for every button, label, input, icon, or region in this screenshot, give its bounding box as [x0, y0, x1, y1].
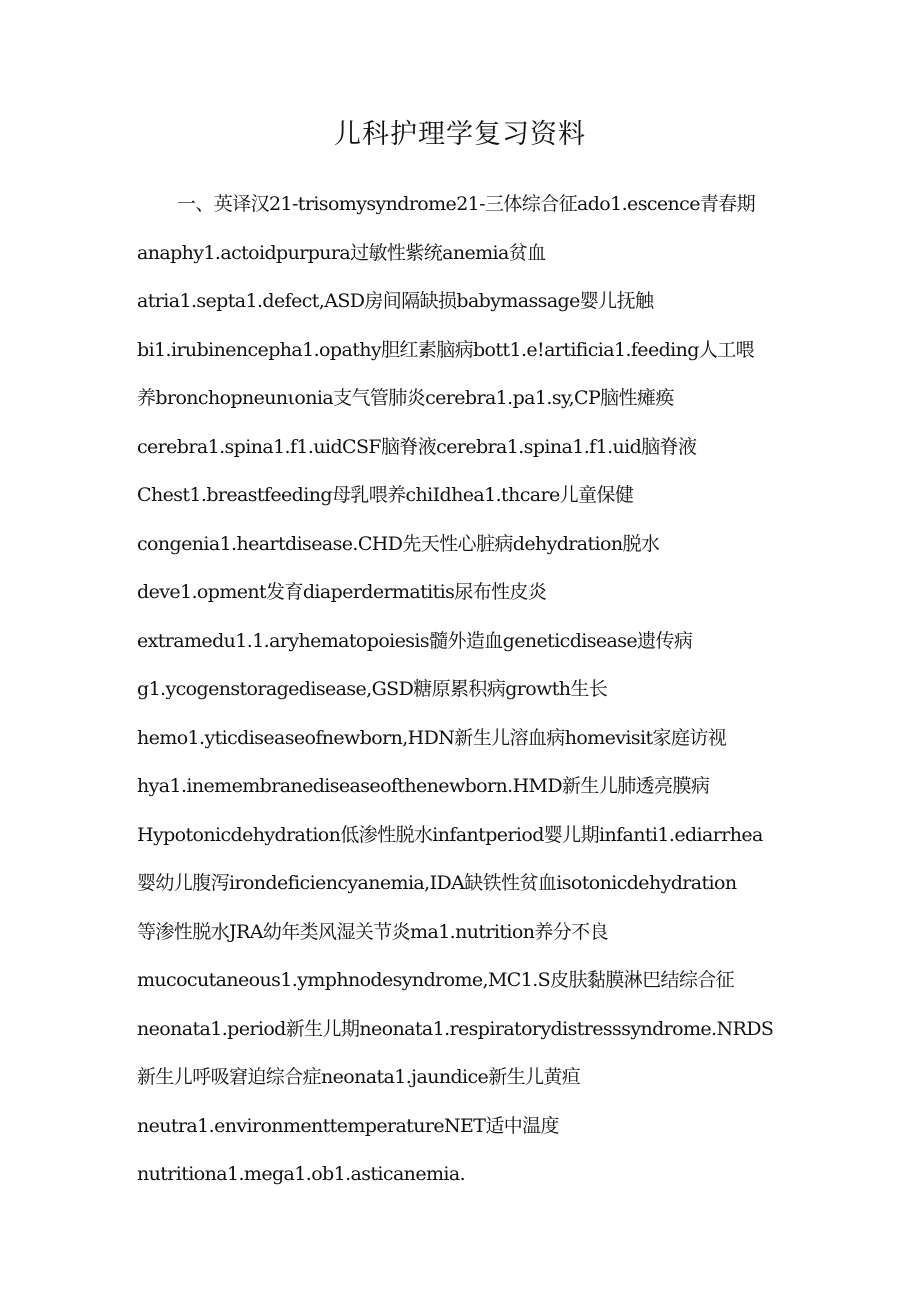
text-line: 婴幼儿腹泻irondeficiencyanemia,IDA缺铁性贫血isotonicdehydration — [137, 872, 737, 894]
text-line: g1.ycogenstoragedisease,GSD糖原累积病growth生长 — [137, 678, 608, 700]
text-line: hemo1.yticdiseaseofnewborn,HDN新生儿溶血病homevisit家庭访视 — [137, 726, 727, 749]
page-title: 儿科护理学复习资料 — [334, 119, 586, 150]
text-line: 一、英译汉21-trisomysyndrome21-三体综合征ado1.escence青春期 — [177, 193, 756, 215]
text-line: neonata1.period新生儿期neonata1.respiratorydistresssyndrome.NRDS — [137, 1017, 774, 1040]
text-line: neutra1.environmenttemperatureNET适中温度 — [137, 1114, 559, 1137]
text-line: deve1.opment发育diaperdermatitis尿布性皮炎 — [137, 581, 547, 603]
text-line: bi1.irubinencepha1.opathy胆红素脑病bott1.e!artificia1.feeding人工喂 — [137, 338, 755, 361]
text-line: 新生儿呼吸窘迫综合症neonata1.jaundice新生儿黄疸 — [137, 1066, 581, 1088]
text-line: hya1.inemembranediseaseofthenewborn.HMD新生儿肺透亮膜病 — [137, 775, 710, 797]
text-line: extramedu1.1.aryhematopoiesis髓外造血geneticdisease遗传病 — [137, 629, 693, 652]
text-line: mucocutaneous1.ymphnodesyndrome,MC1.S皮肤黏膜淋巴结综合征 — [137, 969, 735, 991]
text-line: 等渗性脱水JRA幼年类风湿关节炎ma1.nutrition养分不良 — [137, 920, 608, 943]
text-line: atria1.septa1.defect,ASD房间隔缺损babymassage婴儿抚触 — [137, 290, 654, 312]
text-line: Hypotonicdehydration低渗性脱水infantperiod婴儿期infanti1.ediarrhea — [137, 823, 763, 846]
text-line: anaphy1.actoidpurpura过敏性紫统anemia贫血 — [137, 241, 546, 264]
text-line: Chest1.breastfeeding母乳喂养chiIdhea1.thcare儿童保健 — [137, 484, 634, 506]
text-line: 养bronchopneunιonia支气管肺炎cerebra1.pa1.sy,CP脑性瘫痪 — [137, 387, 674, 409]
text-line: congenia1.heartdisease.CHD先天性心脏病dehydration脱水 — [137, 532, 660, 555]
glossary-body — [137, 180, 797, 1199]
text-line: cerebra1.spina1.f1.uidCSF脑脊液cerebra1.spina1.f1.uid脑脊液 — [137, 435, 697, 458]
text-line: nutritiona1.mega1.ob1.asticanemia. — [137, 1163, 466, 1185]
